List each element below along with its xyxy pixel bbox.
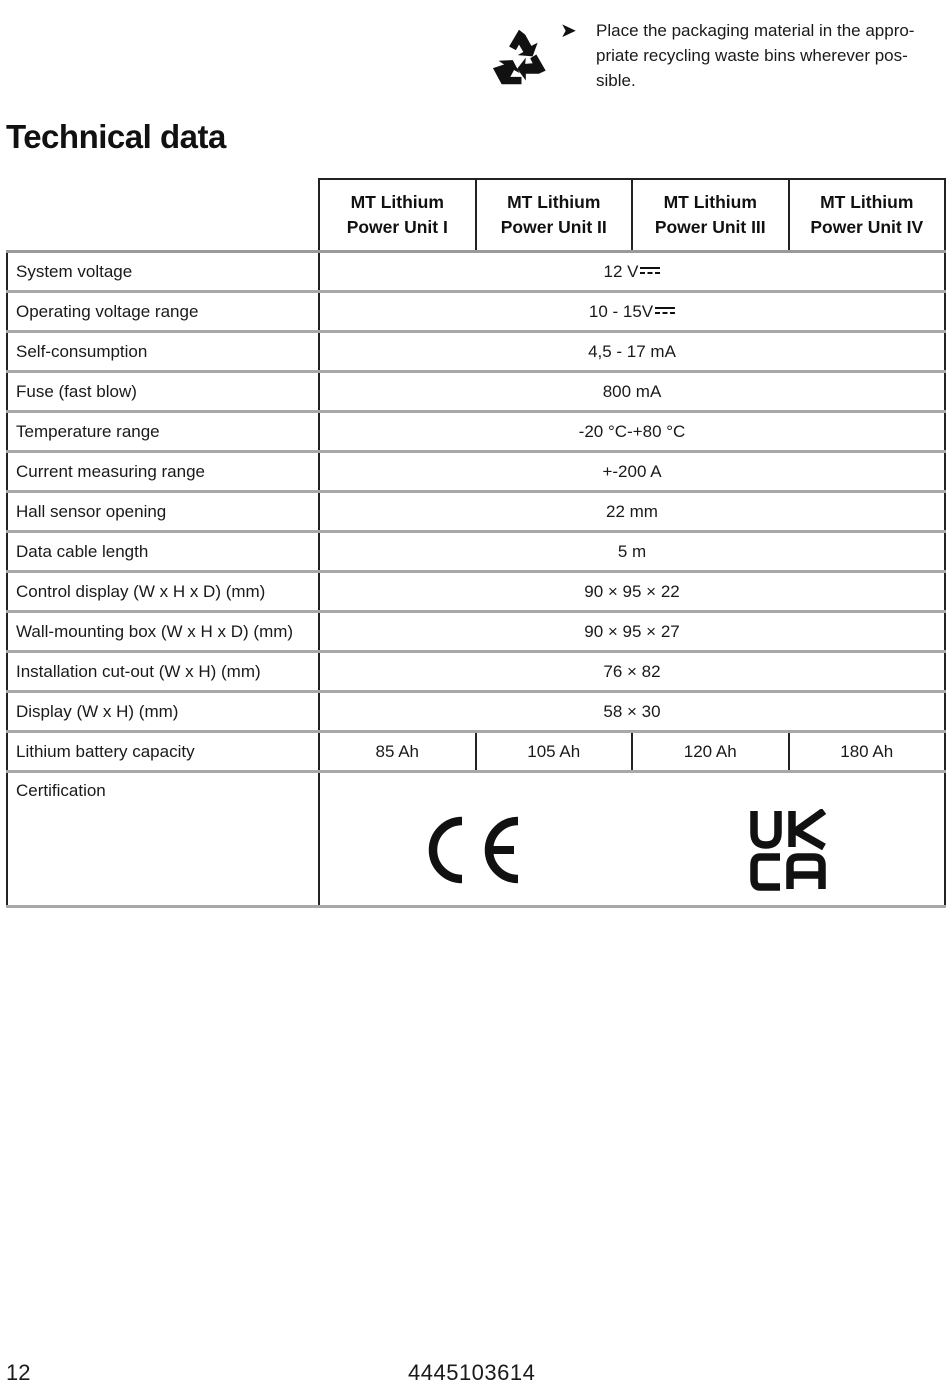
section-title: Technical data [6, 118, 226, 155]
row-value: 90 × 95 × 22 [319, 572, 945, 612]
table-row [7, 652, 945, 692]
column-header-line: MT Lithium [507, 192, 601, 212]
row-label: Operating voltage range [7, 292, 319, 332]
column-header-unit-3 [632, 179, 789, 252]
capacity-value-unit-1: 85 Ah [319, 732, 476, 772]
recycling-note [596, 18, 941, 93]
row-label: Current measuring range [7, 452, 319, 492]
column-header-unit-1 [319, 179, 476, 252]
capacity-value-unit-3: 120 Ah [632, 732, 789, 772]
row-value: 90 × 95 × 27 [319, 612, 945, 652]
column-header-unit-2 [476, 179, 633, 252]
recycling-icon [486, 26, 552, 88]
arrow-right-icon: ➤ [560, 20, 577, 42]
row-value [319, 252, 945, 292]
row-label: Temperature range [7, 412, 319, 452]
table-row [7, 452, 945, 492]
row-label: System voltage [7, 252, 319, 292]
column-header-line: Power Unit II [500, 217, 607, 237]
column-header-line: Power Unit IV [810, 217, 924, 237]
table-row [7, 372, 945, 412]
note-line: sible. [596, 71, 636, 90]
row-value: 76 × 82 [319, 652, 945, 692]
table-row [7, 612, 945, 652]
ce-mark-icon [426, 815, 526, 885]
certification-marks [319, 772, 945, 907]
column-header-unit-4 [789, 179, 946, 252]
capacity-row [7, 732, 945, 772]
table-row [7, 332, 945, 372]
column-header-line: MT Lithium [820, 192, 914, 212]
table-row [7, 492, 945, 532]
row-label: Certification [7, 772, 319, 907]
dc-symbol-icon [640, 266, 660, 276]
capacity-value-unit-4: 180 Ah [789, 732, 946, 772]
note-line: Place the packaging material in the appro- [596, 21, 915, 40]
row-value-text: 10 - 15V [588, 301, 654, 321]
row-value: 5 m [319, 532, 945, 572]
row-value: -20 °C-+80 °C [319, 412, 945, 452]
row-label: Data cable length [7, 532, 319, 572]
table-row [7, 532, 945, 572]
row-label: Hall sensor opening [7, 492, 319, 532]
column-header-line: Power Unit III [654, 217, 766, 237]
column-header-line: MT Lithium [663, 192, 757, 212]
row-label: Installation cut-out (W x H) (mm) [7, 652, 319, 692]
row-label: Fuse (fast blow) [7, 372, 319, 412]
row-label: Lithium battery capacity [7, 732, 319, 772]
table-row [7, 692, 945, 732]
row-label: Display (W x H) (mm) [7, 692, 319, 732]
row-value: +-200 A [319, 452, 945, 492]
note-line: priate recycling waste bins wherever pos- [596, 46, 908, 65]
table-row [7, 252, 945, 292]
capacity-value-unit-2: 105 Ah [476, 732, 633, 772]
ukca-mark-icon [748, 809, 828, 891]
row-value: 58 × 30 [319, 692, 945, 732]
row-value: 800 mA [319, 372, 945, 412]
row-value [319, 292, 945, 332]
technical-data-table [6, 178, 946, 908]
header-blank-cell [7, 179, 319, 252]
table-row [7, 572, 945, 612]
column-header-line: MT Lithium [350, 192, 444, 212]
row-label: Wall-mounting box (W x H x D) (mm) [7, 612, 319, 652]
column-header-line: Power Unit I [346, 217, 448, 237]
page-number: 12 [6, 1360, 31, 1385]
row-value: 4,5 - 17 mA [319, 332, 945, 372]
table-row [7, 292, 945, 332]
row-label: Self-consumption [7, 332, 319, 372]
row-value: 22 mm [319, 492, 945, 532]
table-header-row [7, 179, 945, 252]
table-row [7, 412, 945, 452]
row-label: Control display (W x H x D) (mm) [7, 572, 319, 612]
row-value-text: 12 V [603, 261, 639, 281]
dc-symbol-icon [655, 306, 675, 316]
document-code: 4445103614 [408, 1360, 536, 1385]
certification-row [7, 772, 945, 907]
